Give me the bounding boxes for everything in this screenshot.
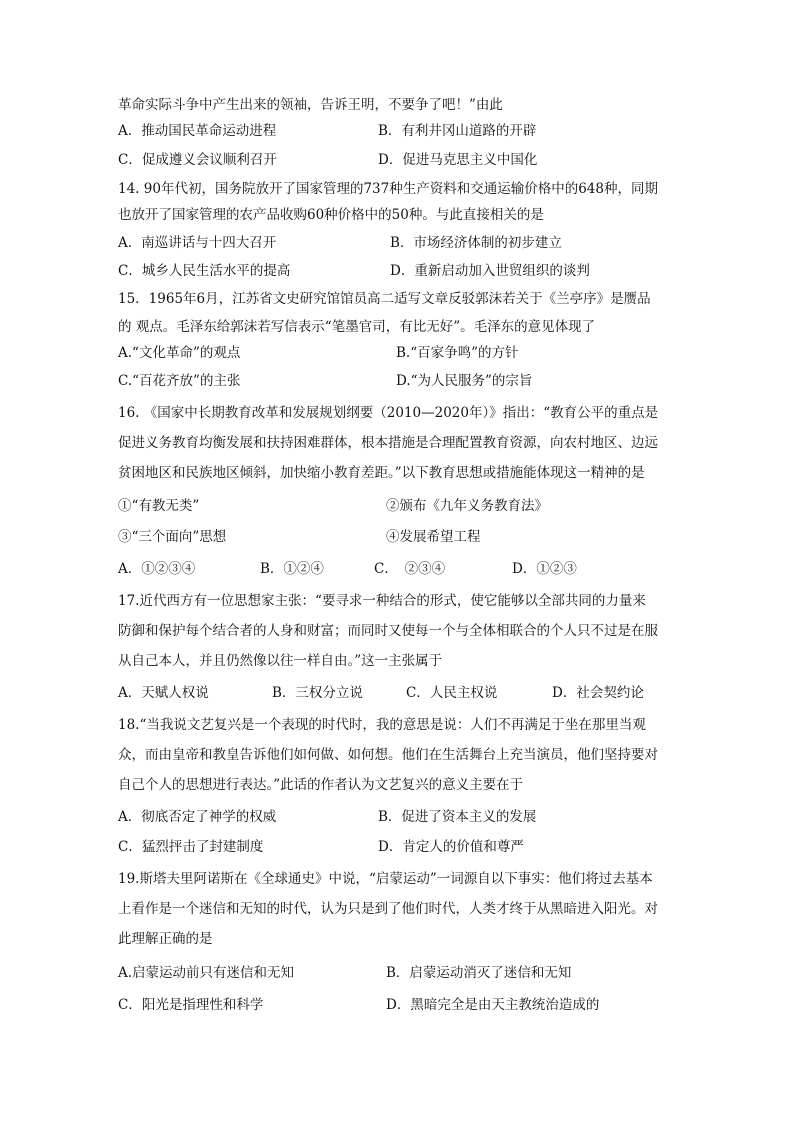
q16-item-4: ④发展希望工程 xyxy=(386,529,481,545)
q19-stem-line-3: 此理解正确的是 xyxy=(118,931,213,947)
q16-option-a: A．①②③④ xyxy=(118,561,196,577)
q16-stem-line-3: 贫困地区和民族地区倾斜，加快缩小教育差距。”以下教育思想或措施能体现这一精神的是 xyxy=(118,465,645,481)
q15-option-d: D.“为人民服务”的宗旨 xyxy=(396,373,533,389)
q13-option-b: B．有利井冈山道路的开辟 xyxy=(378,123,537,139)
q17-option-c: C．人民主权说 xyxy=(406,685,498,701)
q14-option-b: B．市场经济体制的初步建立 xyxy=(390,235,562,251)
q18-option-b: B．促进了资本主义的发展 xyxy=(378,809,537,825)
q16-item-1: ①“有教无类” xyxy=(118,498,200,514)
q18-stem-line-1: 18.“当我说文艺复兴是一个表现的时代时，我的意思是说：人们不再满足于坐在那里当观 xyxy=(118,717,646,733)
q16-option-d: D．①②③ xyxy=(512,561,577,577)
q15-option-a: A.“文化革命”的观点 xyxy=(118,345,241,361)
q16-option-b: B．①②④ xyxy=(260,561,324,577)
q13-stem-tail: 革命实际斗争中产生出来的领袖，告诉王明，不要争了吧！”由此 xyxy=(118,97,503,113)
q19-option-d: D．黑暗完全是由天主教统治造成的 xyxy=(386,997,600,1013)
q19-option-a: A.启蒙运动前只有迷信和无知 xyxy=(118,965,295,981)
q14-stem-line-2: 也放开了国家管理的农产品收购60种价格中的50种。与此直接相关的是 xyxy=(118,207,544,223)
q17-stem-line-1: 17.近代西方有一位思想家主张：“要寻求一种结合的形式，使它能够以全部共同的力量来 xyxy=(118,593,646,609)
q15-option-b: B.“百家争鸣”的方针 xyxy=(396,345,519,361)
q17-stem-line-2: 防御和保护每个结合者的人身和财富；而同时又使每一个与全体相联合的个人只不过是在服 xyxy=(118,623,658,639)
q19-option-b: B．启蒙运动消灭了迷信和无知 xyxy=(386,965,572,981)
q16-stem-line-1: 16. 《国家中长期教育改革和发展规划纲要（2010—2020年）》指出：“教育公平的重点是 xyxy=(118,405,659,421)
q16-option-c: C． ②③④ xyxy=(374,561,446,577)
q14-option-a: A．南巡讲话与十四大召开 xyxy=(118,235,277,251)
q16-stem-line-2: 促进义务教育均衡发展和扶持困难群体，根本措施是合理配置教育资源，向农村地区、边远 xyxy=(118,435,658,451)
q13-option-d: D．促进马克思主义中国化 xyxy=(378,152,538,168)
q17-option-d: D．社会契约论 xyxy=(552,685,644,701)
q19-stem-line-1: 19.斯塔夫里阿诺斯在《全球通史》中说，“启蒙运动”一词源自以下事实：他们将过去基本 xyxy=(118,871,653,887)
q15-stem-line-2: 的 观点。毛泽东给郭沫若写信表示“笔墨官司，有比无好”。毛泽东的意见体现了 xyxy=(118,319,596,335)
q13-option-c: C．促成遵义会议顺利召开 xyxy=(118,152,277,168)
q17-stem-line-3: 从自己本人，并且仍然像以往一样自由。”这一主张属于 xyxy=(118,653,443,669)
q14-stem-line-1: 14. 90年代初，国务院放开了国家管理的737种生产资料和交通运输价格中的648种，同期 xyxy=(118,181,658,197)
q19-stem-line-2: 上看作是一个迷信和无知的时代，认为只是到了他们时代，人类才终于从黑暗进入阳光。对 xyxy=(118,901,658,917)
q18-stem-line-3: 自己个人的思想进行表达。”此话的作者认为文艺复兴的意义主要在于 xyxy=(118,777,524,793)
q14-option-c: C．城乡人民生活水平的提高 xyxy=(118,263,291,279)
q15-stem-line-1: 15．1965年6月，江苏省文史研究馆馆员高二适写文章反驳郭沫若关于《兰亭序》是赝品 xyxy=(118,291,651,307)
q19-option-c: C．阳光是指理性和科学 xyxy=(118,997,264,1013)
q17-option-b: B．三权分立说 xyxy=(272,685,363,701)
q16-item-3: ③“三个面向”思想 xyxy=(118,529,227,545)
q13-option-a: A．推动国民革命运动进程 xyxy=(118,123,277,139)
q17-option-a: A．天赋人权说 xyxy=(118,685,209,701)
q16-item-2: ②颁布《九年义务教育法》 xyxy=(386,498,548,514)
q14-option-d: D．重新启动加入世贸组织的谈判 xyxy=(390,263,590,279)
q18-option-a: A．彻底否定了神学的权威 xyxy=(118,809,277,825)
q18-option-d: D．肯定人的价值和尊严 xyxy=(378,839,524,855)
q18-stem-line-2: 众，而由皇帝和教皇告诉他们如何做、如何想。他们在生活舞台上充当演员，他们坚持要对 xyxy=(118,747,658,763)
q15-option-c: C.“百花齐放”的主张 xyxy=(118,373,241,389)
q18-option-c: C．猛烈抨击了封建制度 xyxy=(118,839,264,855)
